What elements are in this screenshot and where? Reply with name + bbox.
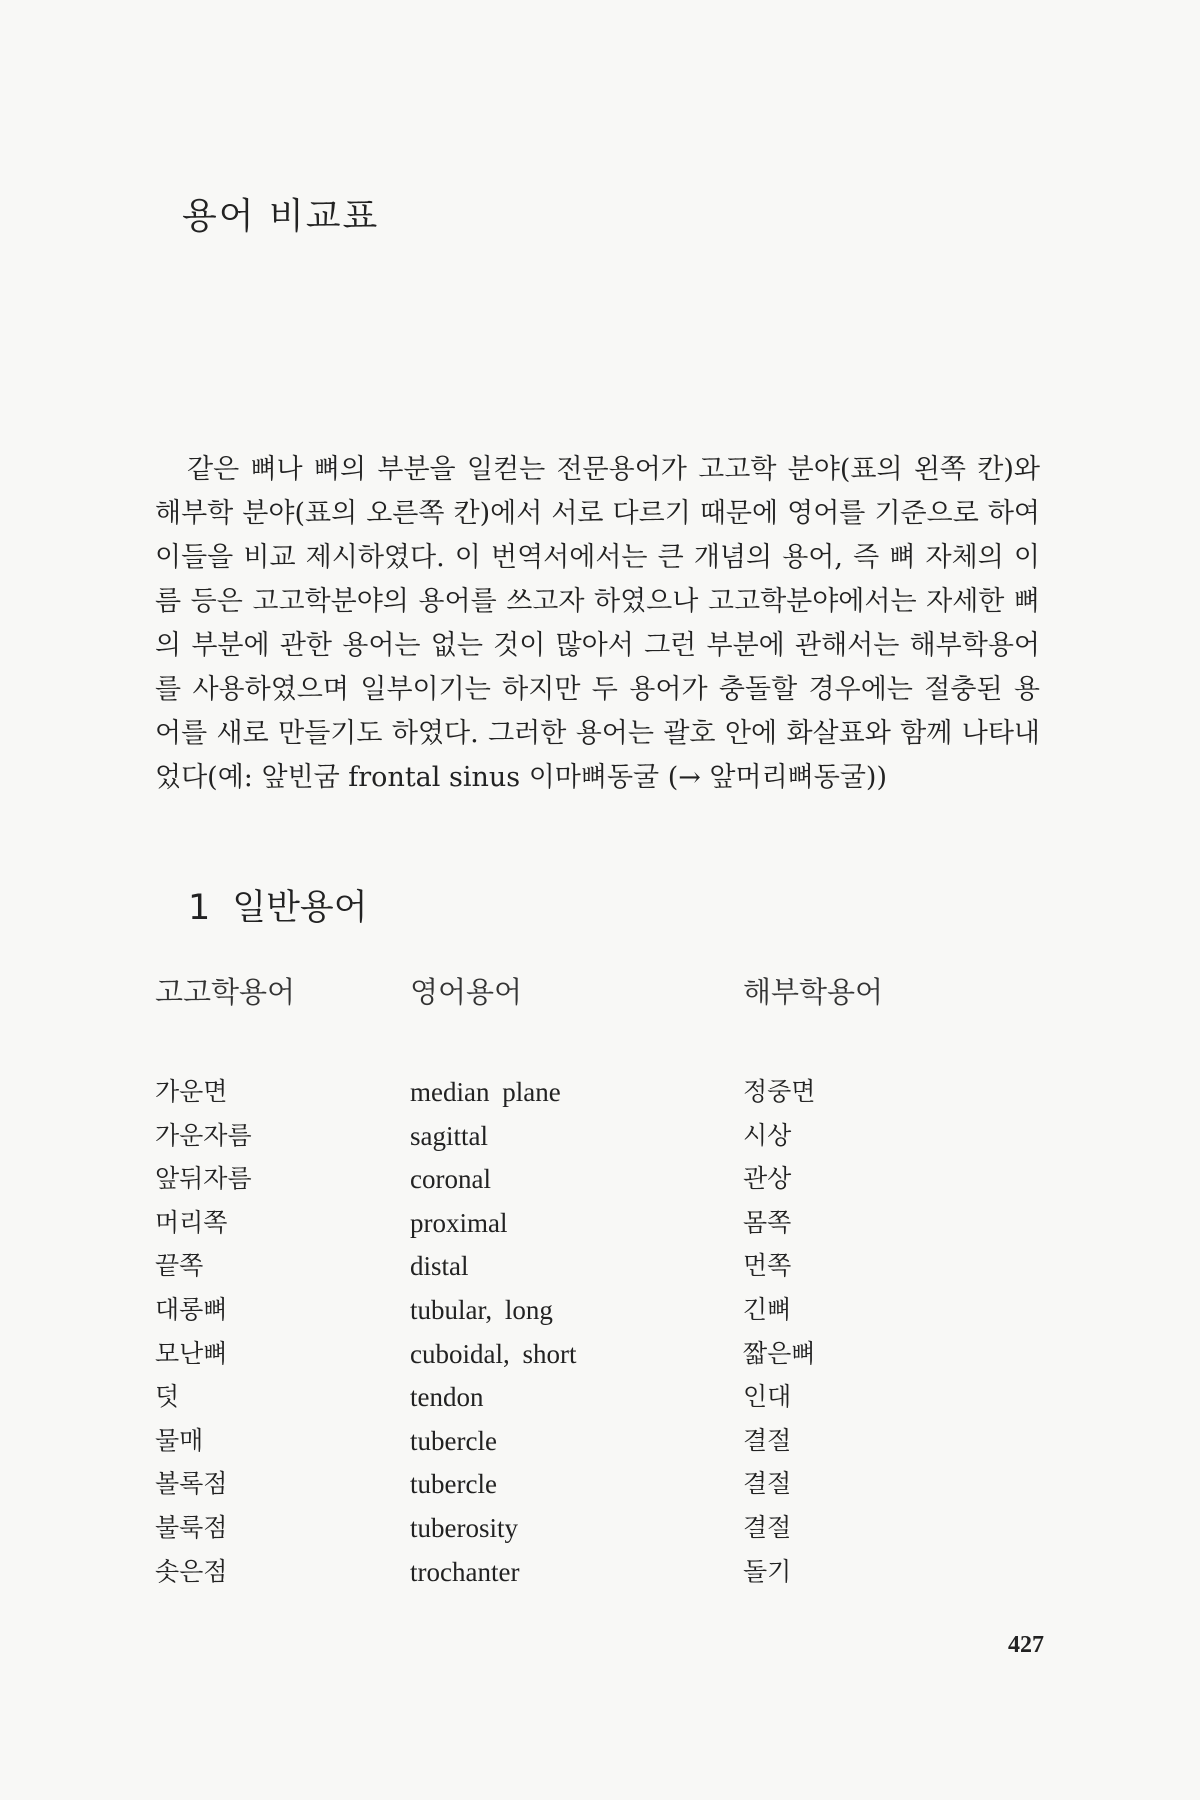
archaeology-term-cell: 대롱뼈 — [155, 1294, 228, 1324]
archaeology-term-cell: 물매 — [155, 1425, 204, 1455]
anatomy-term-cell: 몸쪽 — [743, 1207, 792, 1237]
english-term-cell: proximal — [410, 1207, 508, 1238]
anatomy-term-cell: 인대 — [743, 1382, 792, 1412]
archaeology-term-cell: 앞뒤자름 — [155, 1164, 252, 1194]
table-row — [155, 1163, 1055, 1207]
anatomy-term-cell: 결절 — [743, 1512, 792, 1542]
table-row — [155, 1338, 1055, 1382]
table-row — [155, 1512, 1055, 1556]
anatomy-term-cell: 정중면 — [743, 1077, 816, 1106]
anatomy-term-cell: 시상 — [743, 1120, 792, 1150]
section-title: 일반용어 — [232, 888, 368, 928]
anatomy-term-cell: 먼쪽 — [743, 1251, 792, 1281]
table-row — [155, 1250, 1055, 1294]
archaeology-term-cell: 솟은점 — [155, 1556, 228, 1586]
table-body — [155, 1076, 1055, 1599]
archaeology-term-cell: 가운면 — [155, 1077, 228, 1106]
section-number: 1 — [188, 888, 211, 928]
english-term-cell: tubular, long — [410, 1294, 553, 1325]
anatomy-term-cell: 관상 — [743, 1164, 792, 1194]
english-term-cell: tuberosity — [410, 1512, 518, 1543]
header-anatomy-term: 해부학용어 — [743, 975, 884, 1009]
english-term-cell: coronal — [410, 1164, 491, 1195]
english-term-cell: cuboidal, short — [410, 1338, 577, 1369]
archaeology-term-cell: 가운자름 — [155, 1120, 252, 1150]
table-row — [155, 1556, 1055, 1600]
term-comparison-table — [155, 970, 1055, 1599]
table-row — [155, 1294, 1055, 1338]
anatomy-term-cell: 긴뼈 — [743, 1294, 792, 1324]
page-title: 용어 비교표 — [182, 196, 380, 237]
english-term-cell: distal — [410, 1251, 469, 1282]
english-term-cell: sagittal — [410, 1120, 488, 1151]
header-english-term: 영어용어 — [410, 975, 523, 1009]
archaeology-term-cell: 덧 — [155, 1382, 180, 1412]
anatomy-term-cell: 결절 — [743, 1469, 792, 1499]
english-term-cell: tubercle — [410, 1469, 497, 1500]
table-row — [155, 1076, 1055, 1120]
anatomy-term-cell: 짧은뼈 — [743, 1338, 816, 1368]
archaeology-term-cell: 끝쪽 — [155, 1251, 204, 1281]
english-term-cell: median plane — [410, 1077, 561, 1107]
table-row — [155, 1207, 1055, 1251]
english-term-cell: trochanter — [410, 1556, 520, 1587]
archaeology-term-cell: 모난뼈 — [155, 1338, 228, 1368]
archaeology-term-cell: 볼록점 — [155, 1469, 228, 1499]
english-term-cell: tubercle — [410, 1425, 497, 1456]
archaeology-term-cell: 불룩점 — [155, 1512, 228, 1542]
english-term-cell: tendon — [410, 1382, 484, 1413]
page-number: 427 — [1008, 1632, 1044, 1658]
header-archaeology-term: 고고학용어 — [155, 975, 296, 1009]
anatomy-term-cell: 결절 — [743, 1425, 792, 1455]
table-header-row — [155, 970, 1055, 1030]
section-heading — [188, 880, 368, 930]
intro-paragraph: 같은 뼈나 뼈의 부분을 일컫는 전문용어가 고고학 분야(표의 왼쪽 칸)와 해부학 분야(표의 오른쪽 칸)에서 서로 다르기 때문에 영어를 기준으로 하여 이들을 비교 제시하였다. 이 번역서에서는 큰 개념의 용어, 즉 뼈 자체의 이름 등은 고고학분야의 용어를 쓰고자 하였으나 고고학분야에서는 자세한 뼈의 부분에 관한 용어는 없는 것이 많아서 그런 부분에 관해서는 해부학용어를 사용하였으며 일부이기는 하지만 두 용어가 충돌할 경우에는 절충된 용어를 새로 만들기도 하였다. 그러한 용어는 괄호 안에 화살표와 함께 나타내었다(예: 앞빈굼 frontal sinus 이마뼈동굴 (→ 앞머리뼈동굴)) — [155, 454, 1040, 793]
archaeology-term-cell: 머리쪽 — [155, 1207, 228, 1237]
table-row — [155, 1381, 1055, 1425]
table-row — [155, 1425, 1055, 1469]
table-row — [155, 1120, 1055, 1164]
table-row — [155, 1468, 1055, 1512]
anatomy-term-cell: 돌기 — [743, 1556, 792, 1586]
